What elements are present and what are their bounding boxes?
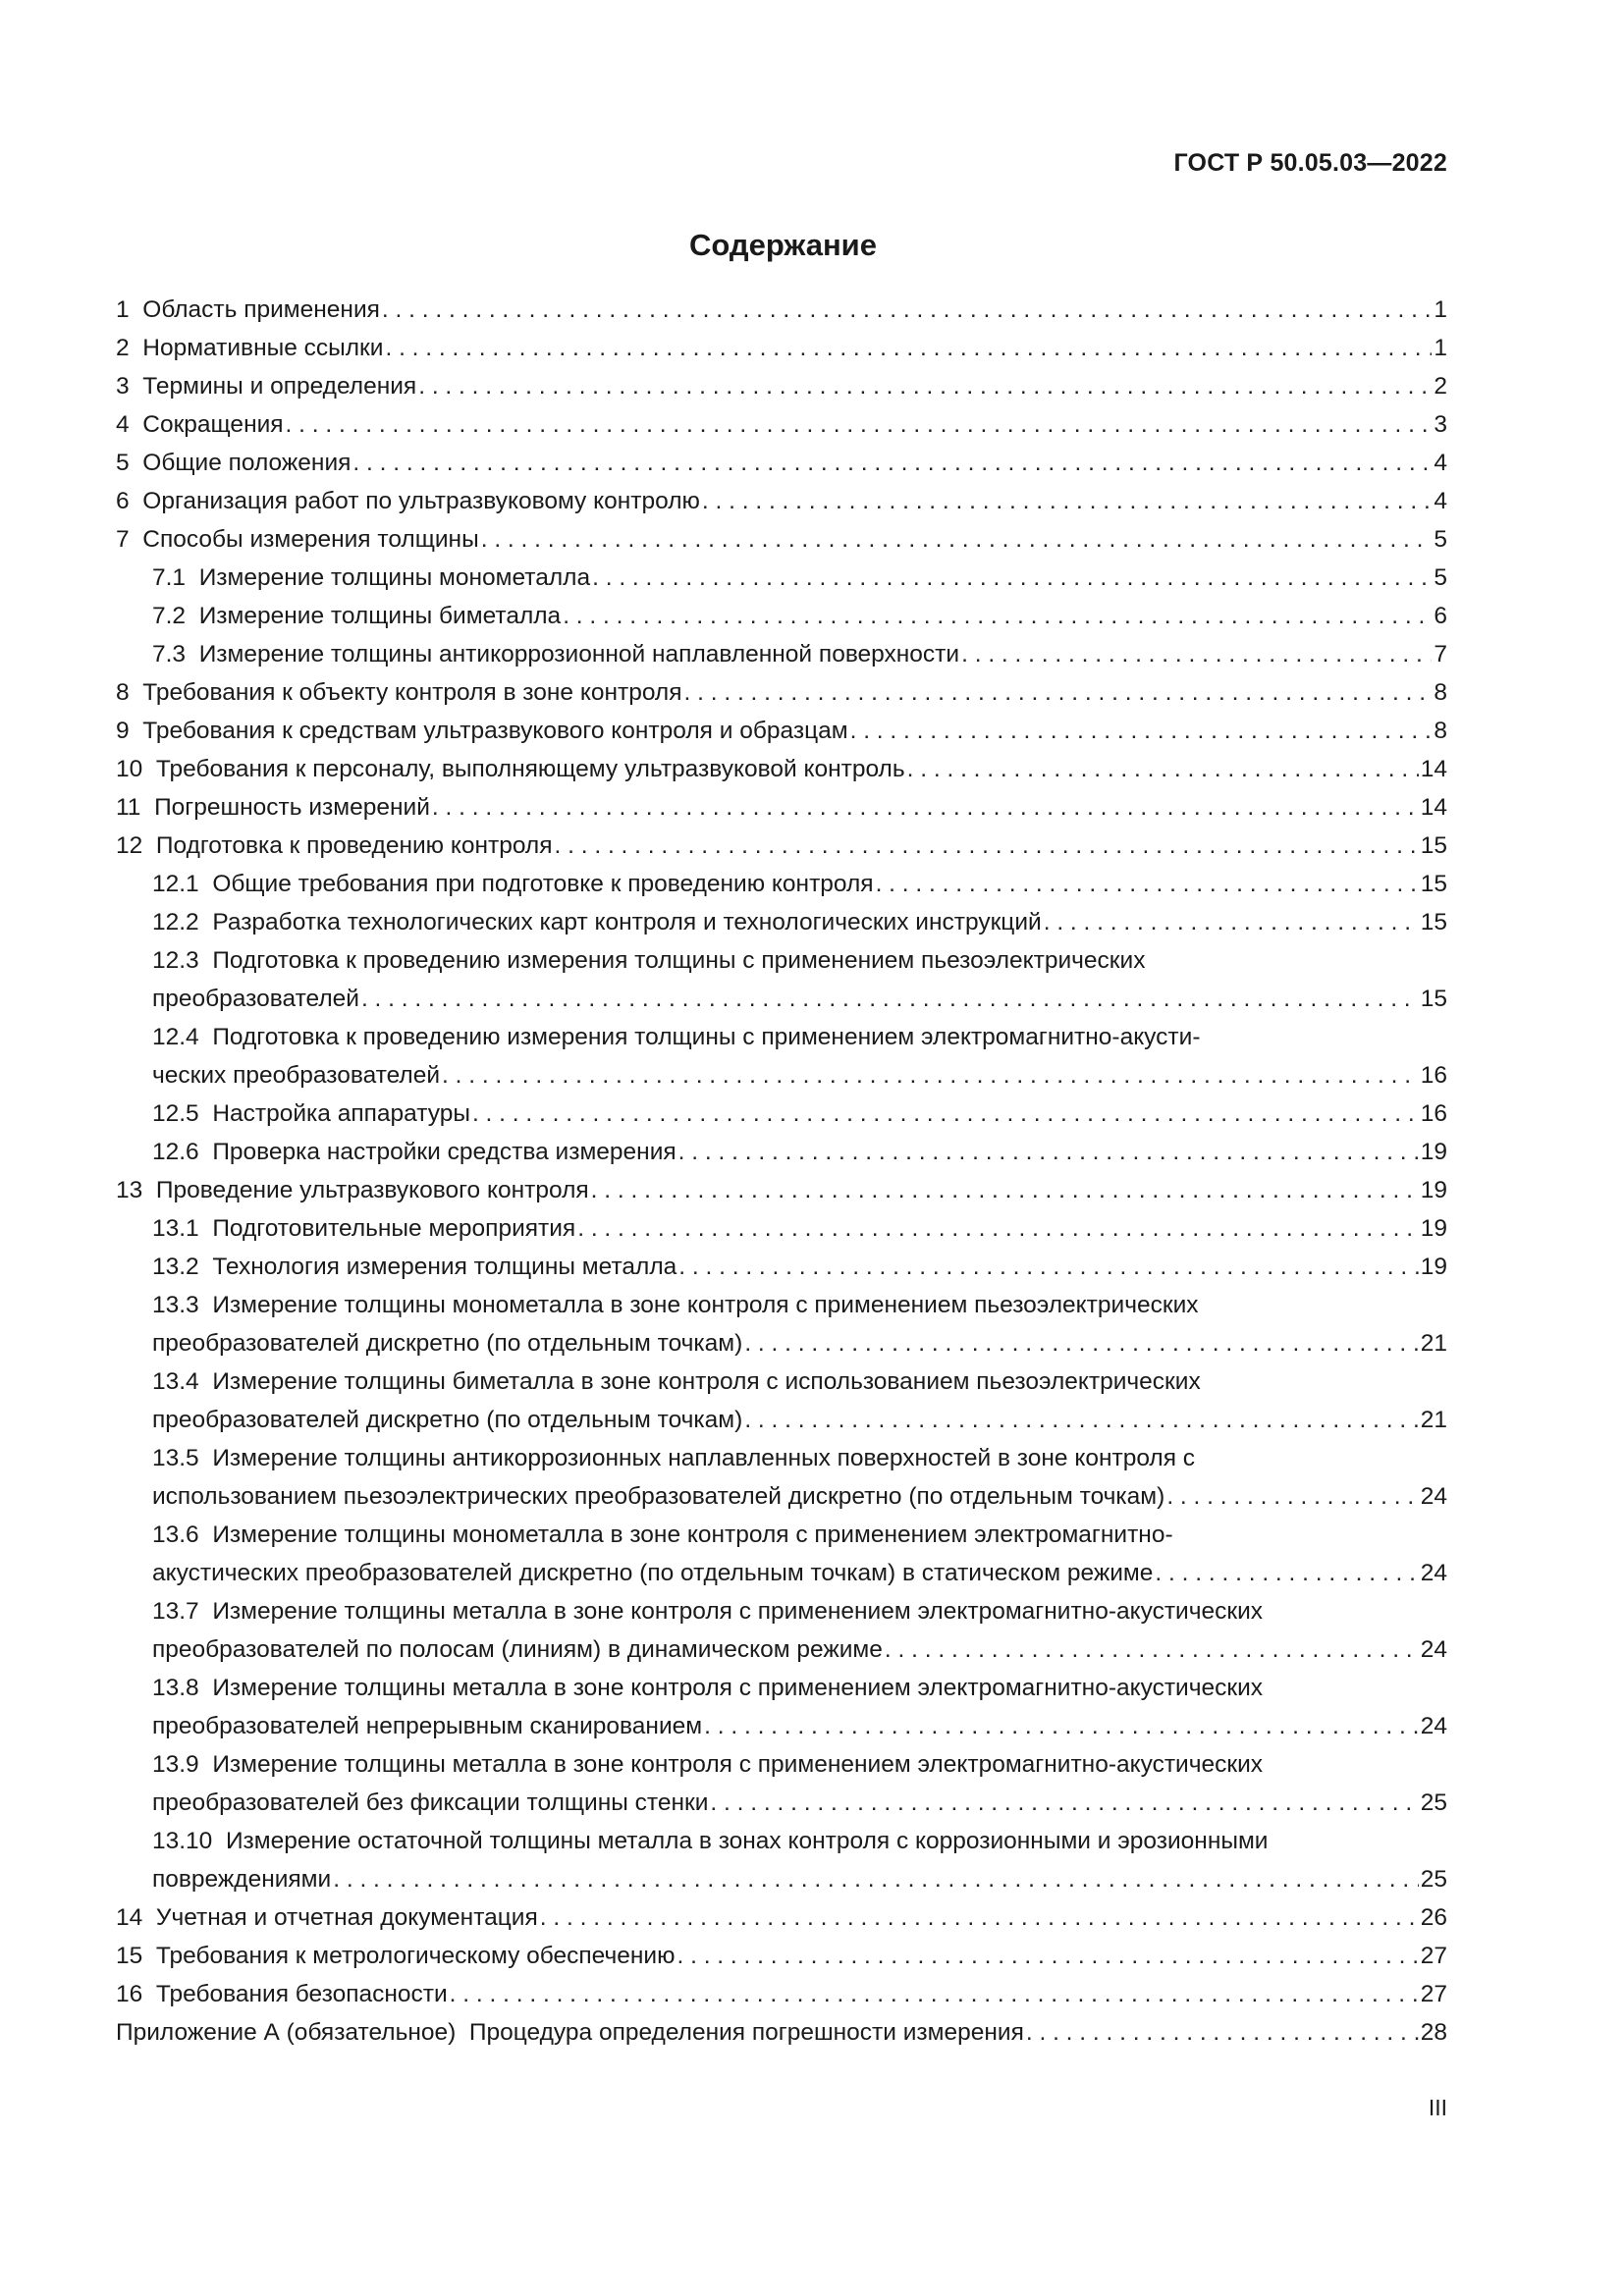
toc-entry-page: 8 <box>1434 718 1447 744</box>
toc-entry <box>116 1362 1447 1439</box>
toc-entry <box>116 1898 1447 1937</box>
toc-entry-number: 12.4 <box>152 1024 199 1050</box>
toc-entry-title: Способы измерения толщины <box>142 526 479 553</box>
dot-leader <box>418 367 1432 405</box>
toc-entry-number: 4 <box>116 411 130 438</box>
document-code: ГОСТ Р 50.05.03—2022 <box>1173 149 1447 177</box>
toc-entry-number: 10 <box>116 756 143 782</box>
dot-leader <box>961 635 1432 673</box>
toc-entry-title-continued: ческих преобразователей <box>152 1062 441 1089</box>
toc-entry-page: 24 <box>1420 1560 1447 1586</box>
toc-entry-number: 13.9 <box>152 1751 199 1778</box>
toc-entry-page: 27 <box>1420 1981 1447 2007</box>
toc-entry-title: Измерение толщины металла в зоне контроля с применением электромагнитно-акустических <box>212 1675 1264 1701</box>
dot-leader <box>361 980 1419 1018</box>
table-of-contents <box>116 291 1447 2052</box>
toc-entry-title: Погрешность измерений <box>154 794 430 821</box>
toc-entry-title-continued: преобразователей дискретно (по отдельным точкам) <box>152 1330 743 1357</box>
toc-entry <box>116 329 1447 367</box>
toc-entry <box>116 1248 1447 1286</box>
toc-entry <box>116 597 1447 635</box>
toc-entry-title-continued: акустических преобразователей дискретно (по отдельным точкам) в статическом режиме <box>152 1560 1154 1586</box>
toc-entry-number: 7.1 <box>152 564 187 591</box>
toc-entry <box>116 1592 1447 1669</box>
dot-leader <box>563 597 1432 635</box>
toc-entry-page: 19 <box>1420 1139 1447 1165</box>
toc-entry-number: 13.10 <box>152 1828 213 1854</box>
dot-leader <box>554 827 1418 865</box>
toc-entry <box>116 405 1447 444</box>
toc-entry <box>116 1171 1447 1209</box>
dot-leader <box>382 291 1432 329</box>
toc-entry-number: 5 <box>116 450 130 476</box>
toc-entry-title: Общие положения <box>142 450 352 476</box>
dot-leader <box>540 1898 1419 1937</box>
toc-entry <box>116 1975 1447 2013</box>
toc-entry-number: 13.5 <box>152 1445 199 1471</box>
toc-entry-title: Измерение остаточной толщины металла в зонах контроля с коррозионными и эрозионными <box>225 1828 1269 1854</box>
toc-entry-title-continued: преобразователей без фиксации толщины стенки <box>152 1789 709 1816</box>
toc-entry-page: 1 <box>1434 335 1447 361</box>
toc-entry-number: 3 <box>116 373 130 400</box>
toc-entry-number: 13.2 <box>152 1254 199 1280</box>
toc-entry <box>116 1439 1447 1516</box>
toc-entry-number: 11 <box>116 794 141 821</box>
toc-entry-number: 14 <box>116 1904 143 1931</box>
toc-entry-page: 19 <box>1420 1177 1447 1203</box>
toc-entry <box>116 1018 1447 1095</box>
toc-entry <box>116 520 1447 559</box>
toc-entry <box>116 291 1447 329</box>
toc-entry-page: 26 <box>1420 1904 1447 1931</box>
toc-entry-title: Измерение толщины монометалла в зоне контроля с применением электромагнитно- <box>212 1522 1173 1548</box>
dot-leader <box>710 1784 1418 1822</box>
toc-entry-title: Проведение ультразвукового контроля <box>155 1177 589 1203</box>
toc-entry-page: 6 <box>1434 603 1447 629</box>
toc-entry-page: 16 <box>1420 1100 1447 1127</box>
toc-entry <box>116 2013 1447 2052</box>
toc-entry-page: 24 <box>1420 1483 1447 1510</box>
toc-entry-title-continued: преобразователей по полосам (линиям) в динамическом режиме <box>152 1636 883 1663</box>
dot-leader <box>907 750 1419 788</box>
toc-entry-page: 3 <box>1434 411 1447 438</box>
toc-entry <box>116 482 1447 520</box>
toc-entry-number: 12.6 <box>152 1139 199 1165</box>
toc-entry-title-continued: преобразователей непрерывным сканированием <box>152 1713 703 1739</box>
dot-leader <box>481 520 1433 559</box>
toc-entry-title: Требования к персоналу, выполняющему ультразвуковой контроль <box>155 756 905 782</box>
toc-entry-page: 24 <box>1420 1636 1447 1663</box>
toc-entry-page: 27 <box>1420 1943 1447 1969</box>
toc-entry-title: Технология измерения толщины металла <box>212 1254 677 1280</box>
toc-entry-title-continued: преобразователей <box>152 986 359 1012</box>
toc-entry-number: 13.3 <box>152 1292 199 1318</box>
toc-entry-number: 7.3 <box>152 641 187 667</box>
toc-entry <box>116 827 1447 865</box>
toc-entry-number: 12 <box>116 832 143 859</box>
dot-leader <box>286 405 1433 444</box>
toc-entry-number: 12.1 <box>152 871 199 897</box>
toc-entry-title: Нормативные ссылки <box>142 335 384 361</box>
toc-entry-title: Процедура определения погрешности измерения <box>468 2019 1024 2046</box>
dot-leader <box>702 482 1432 520</box>
toc-entry-number: 8 <box>116 679 130 706</box>
dot-leader <box>885 1630 1419 1669</box>
toc-entry-title: Требования к объекту контроля в зоне контроля <box>142 679 682 706</box>
toc-entry-title: Термины и определения <box>142 373 417 400</box>
toc-entry-page: 5 <box>1434 526 1447 553</box>
toc-entry-title: Сокращения <box>142 411 284 438</box>
toc-entry-title: Измерение толщины монометалла в зоне контроля с применением пьезоэлектрических <box>212 1292 1199 1318</box>
toc-entry-title: Измерение толщины монометалла <box>198 564 591 591</box>
toc-entry-title-continued: преобразователей дискретно (по отдельным точкам) <box>152 1407 743 1433</box>
toc-entry-title: Требования безопасности <box>155 1981 448 2007</box>
toc-entry-number: 13.8 <box>152 1675 199 1701</box>
toc-entry-page: 4 <box>1434 450 1447 476</box>
toc-entry-number: 1 <box>116 296 130 323</box>
toc-entry-title: Измерение толщины биметалла <box>198 603 562 629</box>
toc-entry-title: Область применения <box>142 296 380 323</box>
dot-leader <box>592 559 1432 597</box>
toc-entry-title: Проверка настройки средства измерения <box>212 1139 677 1165</box>
toc-entry-number: 12.2 <box>152 909 199 935</box>
toc-entry-number: 13.6 <box>152 1522 199 1548</box>
dot-leader <box>704 1707 1419 1745</box>
dot-leader <box>450 1975 1419 2013</box>
dot-leader <box>352 444 1432 482</box>
toc-entry <box>116 559 1447 597</box>
toc-entry-title-continued: использованием пьезоэлектрических преобразователей дискретно (по отдельным точкам) <box>152 1483 1165 1510</box>
toc-entry-number: 2 <box>116 335 130 361</box>
toc-entry <box>116 750 1447 788</box>
page-title: Содержание <box>689 228 877 262</box>
toc-entry-number: 7 <box>116 526 130 553</box>
toc-entry <box>116 941 1447 1018</box>
toc-entry <box>116 635 1447 673</box>
toc-entry-page: 5 <box>1434 564 1447 591</box>
toc-entry-title: Организация работ по ультразвуковому контролю <box>142 488 700 514</box>
toc-entry <box>116 903 1447 941</box>
toc-entry-number: 6 <box>116 488 130 514</box>
toc-entry-number: Приложение А (обязательное) <box>116 2019 457 2046</box>
toc-entry <box>116 1745 1447 1822</box>
toc-entry-title: Измерение толщины металла в зоне контроля с применением электромагнитно-акустических <box>212 1751 1264 1778</box>
toc-entry-title: Подготовительные мероприятия <box>212 1215 576 1242</box>
toc-entry-title: Измерение толщины антикоррозионной наплавленной поверхности <box>198 641 960 667</box>
toc-entry-page: 14 <box>1420 794 1447 821</box>
toc-entry-page: 14 <box>1420 756 1447 782</box>
toc-entry-page: 1 <box>1434 296 1447 323</box>
dot-leader <box>677 1937 1418 1975</box>
toc-entry-title: Разработка технологических карт контроля и технологических инструкций <box>212 909 1042 935</box>
toc-entry-title: Измерение толщины биметалла в зоне контроля с использованием пьезоэлектрических <box>212 1368 1201 1395</box>
dot-leader <box>876 865 1419 903</box>
dot-leader <box>577 1209 1419 1248</box>
toc-entry-title: Требования к метрологическому обеспечению <box>155 1943 676 1969</box>
toc-entry-page: 15 <box>1420 832 1447 859</box>
dot-leader <box>1166 1477 1418 1516</box>
toc-entry <box>116 1133 1447 1171</box>
toc-entry <box>116 712 1447 750</box>
dot-leader <box>591 1171 1419 1209</box>
dot-leader <box>442 1056 1419 1095</box>
dot-leader <box>678 1248 1418 1286</box>
toc-entry-page: 21 <box>1420 1330 1447 1357</box>
toc-entry-page: 24 <box>1420 1713 1447 1739</box>
toc-entry <box>116 1095 1447 1133</box>
toc-entry <box>116 1516 1447 1592</box>
toc-entry-number: 13.7 <box>152 1598 199 1625</box>
toc-entry-number: 12.3 <box>152 947 199 974</box>
toc-entry <box>116 673 1447 712</box>
toc-entry-page: 19 <box>1420 1215 1447 1242</box>
toc-entry <box>116 1937 1447 1975</box>
toc-entry <box>116 367 1447 405</box>
toc-entry-page: 2 <box>1434 373 1447 400</box>
toc-entry <box>116 1286 1447 1362</box>
toc-entry-number: 13.1 <box>152 1215 199 1242</box>
toc-entry <box>116 1669 1447 1745</box>
toc-entry-title: Требования к средствам ультразвукового контроля и образцам <box>142 718 848 744</box>
dot-leader <box>1044 903 1419 941</box>
dot-leader <box>850 712 1433 750</box>
toc-entry-page: 19 <box>1420 1254 1447 1280</box>
toc-entry-number: 7.2 <box>152 603 187 629</box>
toc-entry-title: Подготовка к проведению измерения толщины с применением электромагнитно-акусти- <box>212 1024 1201 1050</box>
toc-entry-number: 13.4 <box>152 1368 199 1395</box>
toc-entry-page: 21 <box>1420 1407 1447 1433</box>
dot-leader <box>1026 2013 1419 2052</box>
toc-entry-title: Учетная и отчетная документация <box>155 1904 538 1931</box>
dot-leader <box>678 1133 1419 1171</box>
dot-leader <box>385 329 1432 367</box>
toc-entry-page: 15 <box>1420 909 1447 935</box>
toc-entry <box>116 788 1447 827</box>
toc-entry-number: 16 <box>116 1981 143 2007</box>
toc-entry-title: Измерение толщины металла в зоне контроля с применением электромагнитно-акустических <box>212 1598 1264 1625</box>
dot-leader <box>472 1095 1419 1133</box>
toc-entry-number: 15 <box>116 1943 143 1969</box>
dot-leader <box>432 788 1419 827</box>
toc-entry-title: Измерение толщины антикоррозионных наплавленных поверхностей в зоне контроля с <box>212 1445 1196 1471</box>
toc-entry-page: 15 <box>1420 986 1447 1012</box>
dot-leader <box>1155 1554 1418 1592</box>
toc-entry <box>116 1209 1447 1248</box>
toc-entry-number: 13 <box>116 1177 143 1203</box>
toc-entry-page: 25 <box>1420 1866 1447 1893</box>
toc-entry-title: Настройка аппаратуры <box>212 1100 470 1127</box>
page-number: III <box>1428 2095 1447 2120</box>
toc-entry-title: Общие требования при подготовке к проведению контроля <box>212 871 874 897</box>
toc-entry <box>116 865 1447 903</box>
toc-entry-page: 25 <box>1420 1789 1447 1816</box>
toc-entry-page: 28 <box>1420 2019 1447 2046</box>
dot-leader <box>683 673 1432 712</box>
toc-entry <box>116 1822 1447 1898</box>
toc-entry-number: 12.5 <box>152 1100 199 1127</box>
toc-entry-title: Подготовка к проведению измерения толщины с применением пьезоэлектрических <box>212 947 1146 974</box>
toc-entry-title: Подготовка к проведению контроля <box>155 832 553 859</box>
dot-leader <box>744 1324 1418 1362</box>
toc-entry-page: 4 <box>1434 488 1447 514</box>
dot-leader <box>333 1860 1419 1898</box>
toc-entry-page: 15 <box>1420 871 1447 897</box>
toc-entry-title-continued: повреждениями <box>152 1866 332 1893</box>
toc-entry-number: 9 <box>116 718 130 744</box>
toc-entry-page: 16 <box>1420 1062 1447 1089</box>
toc-entry-page: 7 <box>1434 641 1447 667</box>
toc-entry <box>116 444 1447 482</box>
toc-entry-page: 8 <box>1434 679 1447 706</box>
dot-leader <box>744 1401 1418 1439</box>
